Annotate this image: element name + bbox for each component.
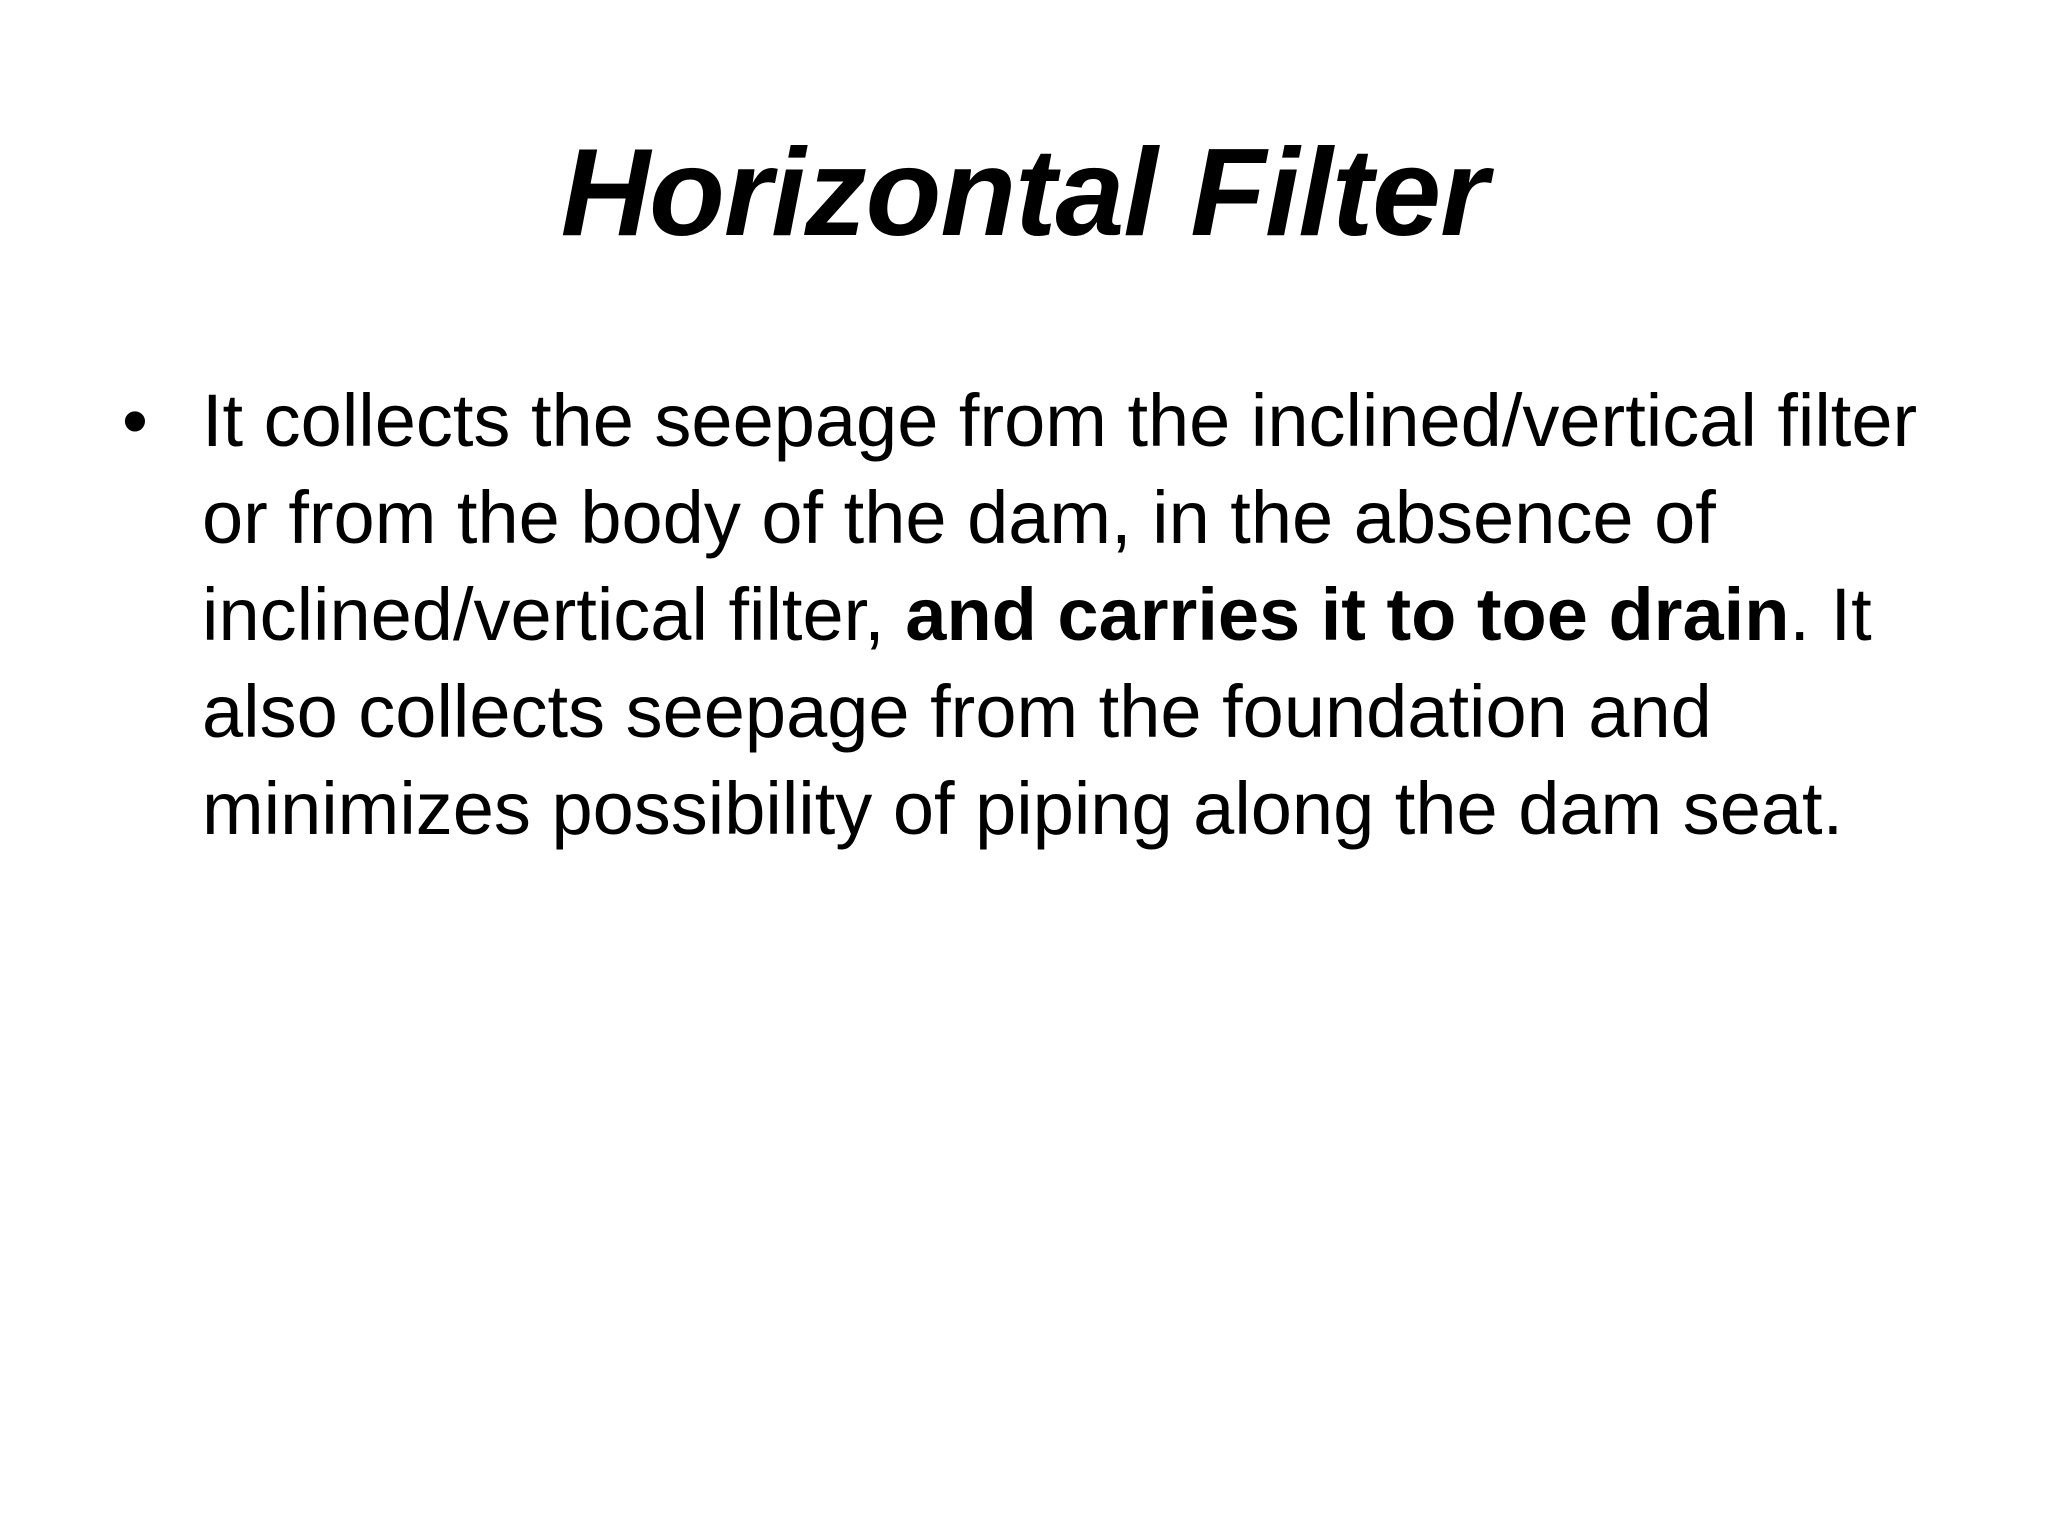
bullet-text-emphasis: and carries it to toe drain — [905, 573, 1790, 656]
slide-title: Horizontal Filter — [560, 124, 1488, 262]
bullet-item — [122, 372, 1982, 857]
bullet-icon: • — [122, 379, 148, 462]
bullet-list — [122, 372, 1982, 857]
bullet-text-segment: . It also collects seepage from the foundation and minimizes possibility of piping along the dam seat. — [202, 573, 1872, 850]
bullet-text — [202, 372, 1982, 857]
bullet-text-segment: It collects the seepage from the inclined/vertical filter or from the body of the dam, in the absence of inclined/vertical filter, — [202, 379, 1918, 656]
